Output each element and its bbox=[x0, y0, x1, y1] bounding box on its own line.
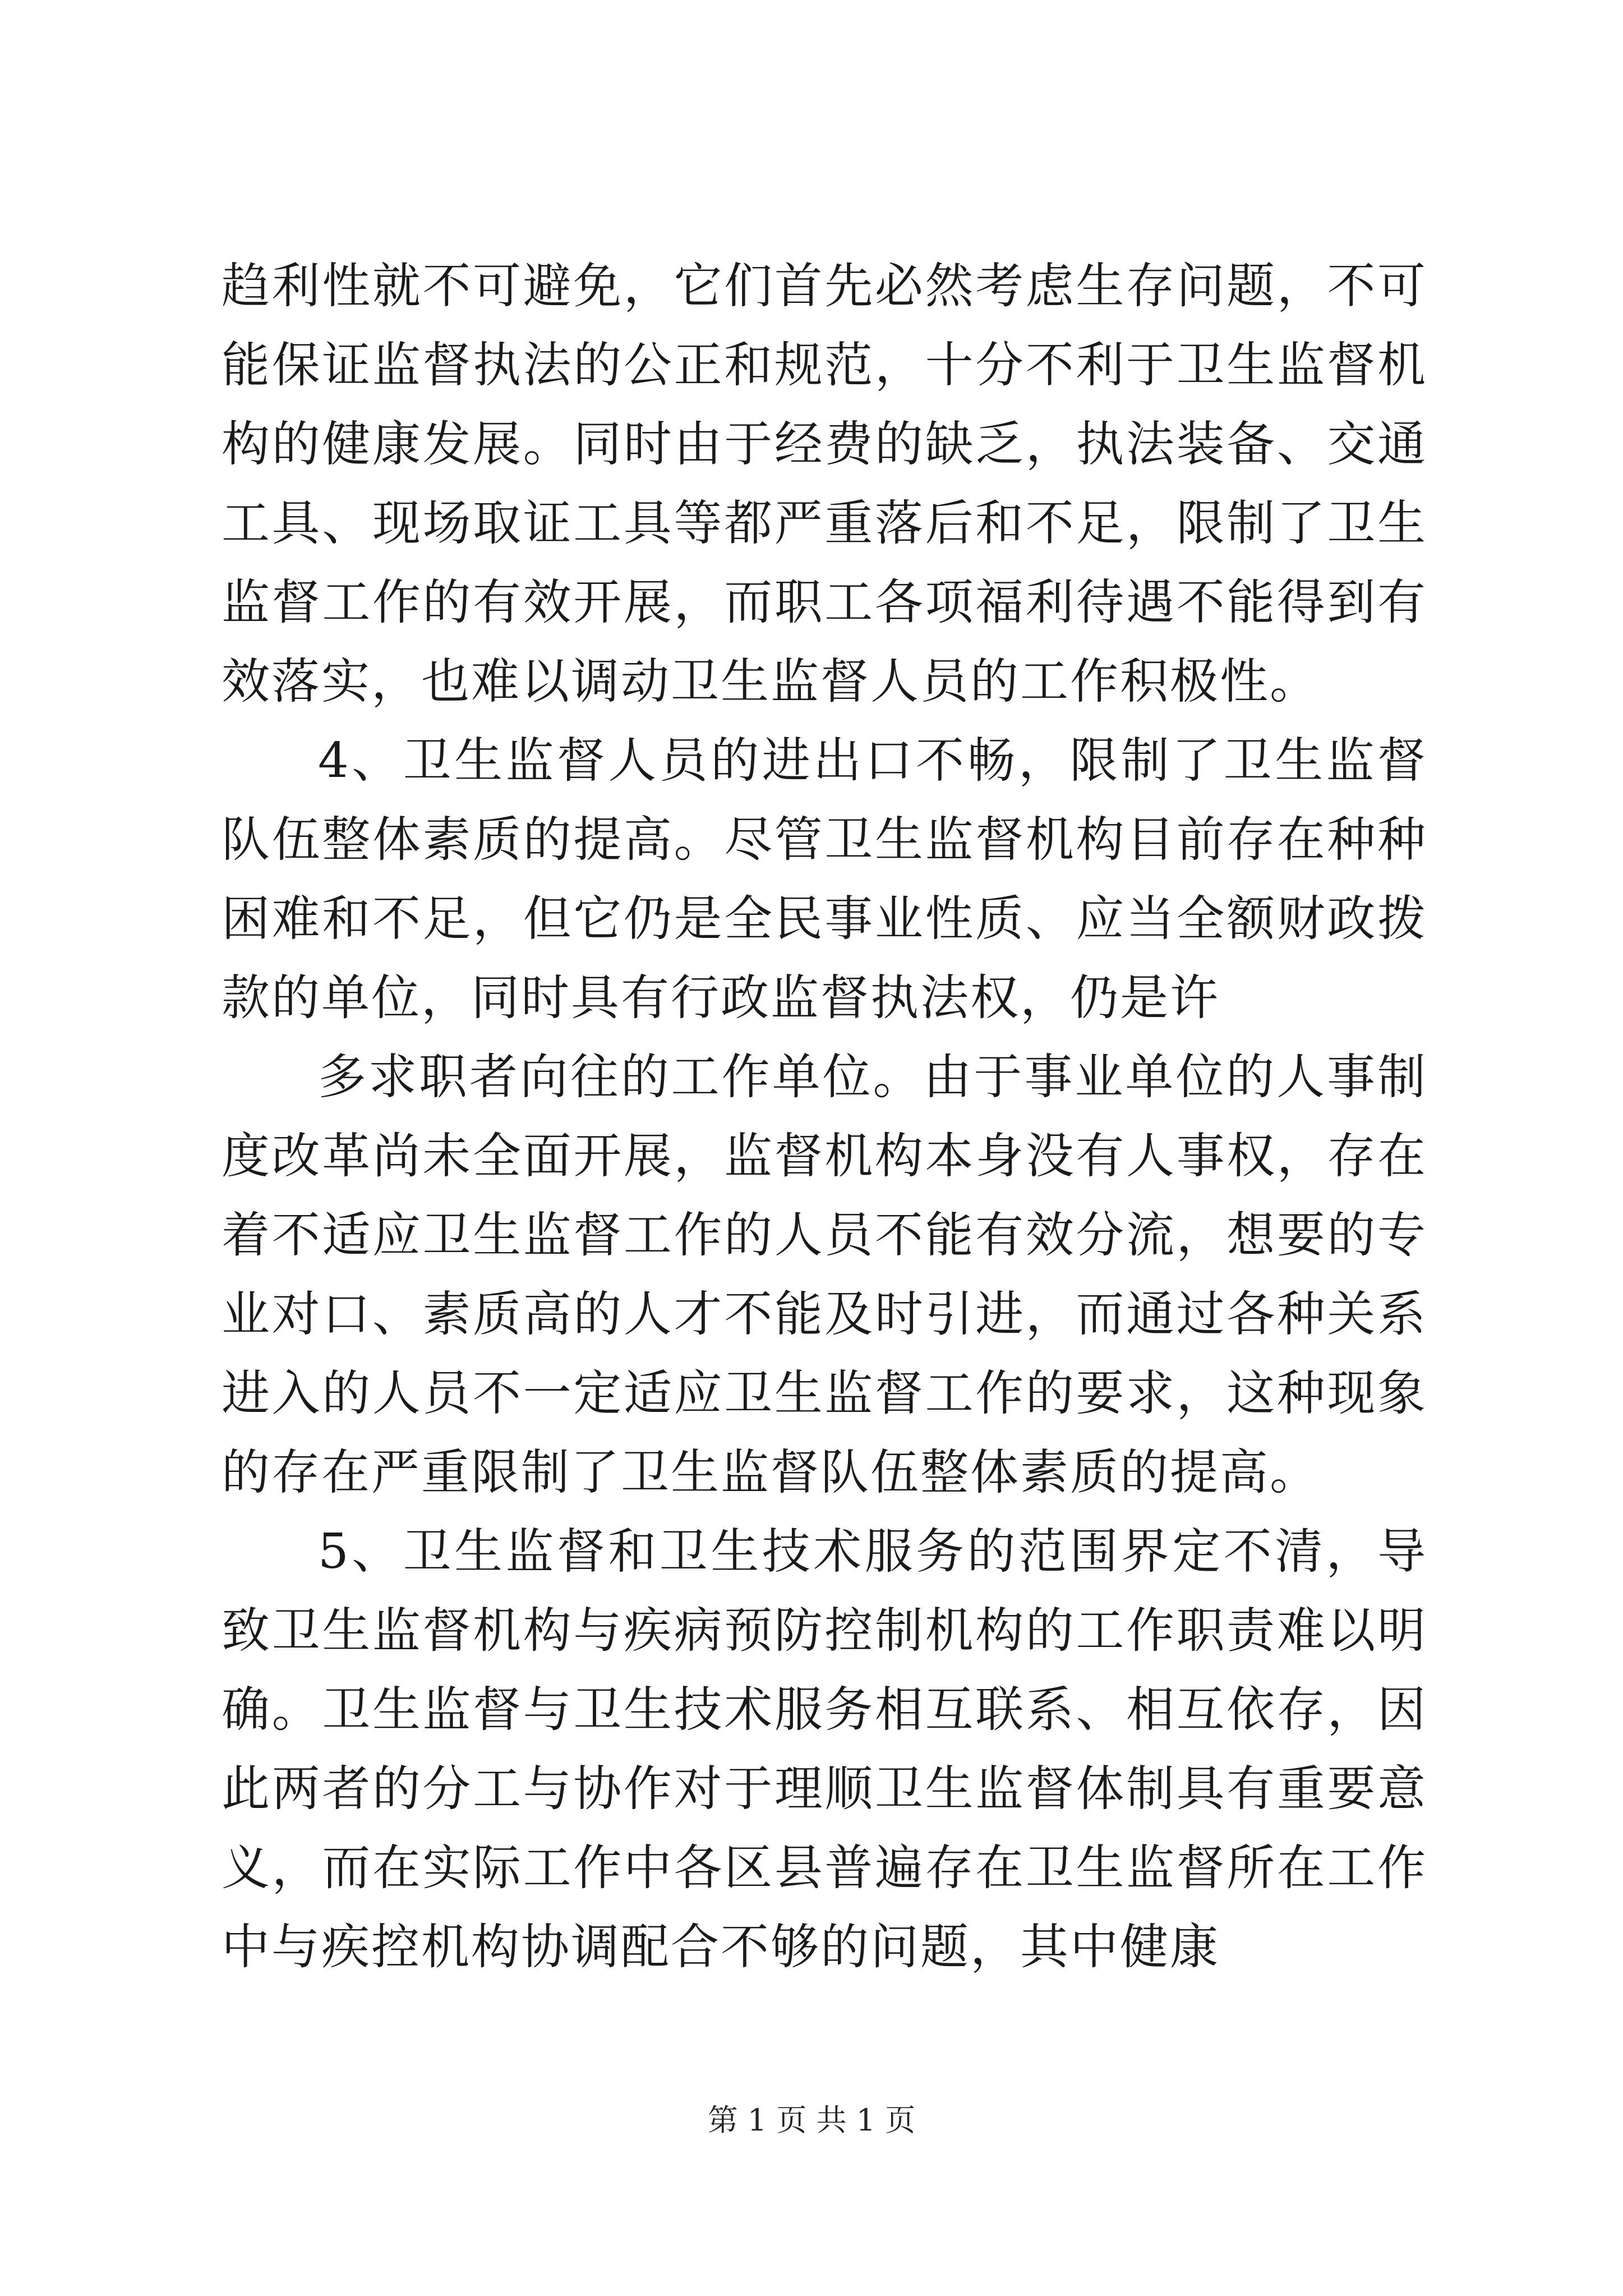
paragraph-2: 4、卫生监督人员的进出口不畅，限制了卫生监督队伍整体素质的提高。尽管卫生监督机构目前存在种种困难和不足，但它仍是全民事业性质、应当全额财政拨款的单位，同时具有行政监督执法权，仍是许 bbox=[222, 733, 1427, 1026]
paragraph-4: 5、卫生监督和卫生技术服务的范围界定不清，导致卫生监督机构与疾病预防控制机构的工作职责难以明确。卫生监督与卫生技术服务相互联系、相互依存，因此两者的分工与协作对于理顺卫生监督体制具有重要意义，而在实际工作中各区县普遍存在卫生监督所在工作中与疾控机构协调配合不够的问题，其中健康 bbox=[222, 1524, 1427, 1975]
document-body bbox=[222, 247, 1427, 1987]
page-number-footer: 第 1 页 共 1 页 bbox=[707, 2102, 916, 2138]
paragraph-3: 多求职者向往的工作单位。由于事业单位的人事制度改革尚未全面开展，监督机构本身没有人事权，存在着不适应卫生监督工作的人员不能有效分流，想要的专业对口、素质高的人才不能及时引进，而通过各种关系进入的人员不一定适应卫生监督工作的要求，这种现象的存在严重限制了卫生监督队伍整体素质的提高。 bbox=[222, 1049, 1427, 1501]
paragraph-1: 趋利性就不可避免，它们首先必然考虑生存问题，不可能保证监督执法的公正和规范，十分不利于卫生监督机构的健康发展。同时由于经费的缺乏，执法装备、交通工具、现场取证工具等都严重落后和不足，限制了卫生监督工作的有效开展，而职工各项福利待遇不能得到有效落实，也难以调动卫生监督人员的工作积极性。 bbox=[222, 258, 1427, 710]
